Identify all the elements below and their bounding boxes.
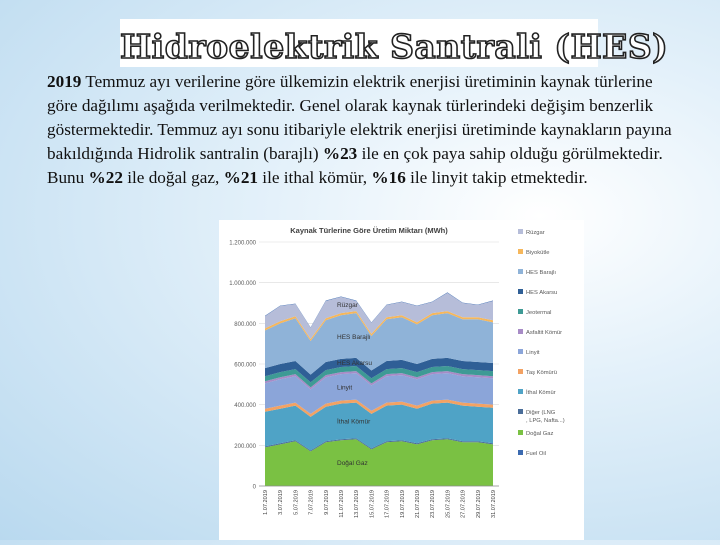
legend-swatch xyxy=(518,229,523,234)
x-tick-label: 15.07.2019 xyxy=(369,490,376,518)
x-tick-label: 25.07.2019 xyxy=(445,490,452,518)
area-label: Linyit xyxy=(337,384,353,392)
area-label: HES Akarsu xyxy=(337,359,373,367)
x-tick-label: 31.07.2019 xyxy=(491,490,497,518)
para-pct-lignite: %16 xyxy=(371,168,406,187)
para-pct-dam: %23 xyxy=(322,144,358,163)
x-tick-label: 7.07.2019 xyxy=(308,490,315,515)
legend-swatch xyxy=(518,389,523,394)
area-label: İthal Kömür xyxy=(337,418,371,426)
legend-label: Diğer (LNG xyxy=(526,410,556,416)
legend-swatch xyxy=(518,249,523,254)
legend-swatch xyxy=(518,369,523,374)
legend-swatch xyxy=(518,430,523,435)
chart-panel xyxy=(219,220,584,540)
x-tick-label: 27.07.2019 xyxy=(460,490,467,518)
x-tick-label: 3.07.2019 xyxy=(278,490,285,515)
legend-label: Rüzgar xyxy=(526,230,545,236)
x-tick-label: 23.07.2019 xyxy=(430,490,437,518)
y-tick-label: 400.000 xyxy=(234,403,256,410)
description-paragraph xyxy=(47,70,687,190)
legend-swatch xyxy=(518,269,523,274)
x-tick-label: 13.07.2019 xyxy=(354,490,361,518)
legend-label: Jeotermal xyxy=(526,310,552,316)
area-label: Rüzgar xyxy=(337,302,358,310)
x-tick-label: 9.07.2019 xyxy=(323,490,330,515)
x-tick-label: 1.07.2019 xyxy=(263,490,269,515)
x-tick-label: 17.07.2019 xyxy=(384,490,391,518)
para-text-4: ile ithal kömür, xyxy=(258,168,372,187)
legend-label: Asfaltit Kömür xyxy=(526,330,563,336)
x-tick-label: 11.07.2019 xyxy=(339,490,345,518)
para-pct-gas: %22 xyxy=(88,168,123,187)
area-label: HES Barajlı xyxy=(337,334,371,342)
stacked-area-chart xyxy=(219,220,584,540)
legend-label: Linyit xyxy=(526,350,540,356)
y-tick-label: 200.000 xyxy=(234,443,256,450)
y-tick-label: 1.000.000 xyxy=(229,281,256,288)
para-text-2: ile en çok paya sahip olduğu görülmektedir. Bunu xyxy=(47,144,663,187)
x-tick-label: 29.07.2019 xyxy=(475,490,482,518)
legend-label: Biyokütle xyxy=(526,250,550,256)
legend-swatch xyxy=(518,409,523,414)
area-label: Doğal Gaz xyxy=(337,460,368,468)
para-year: 2019 xyxy=(47,72,82,91)
legend-label: Taş Kömürü xyxy=(526,370,557,376)
legend-swatch xyxy=(518,450,523,455)
x-tick-label: 5.07.2019 xyxy=(293,490,300,515)
chart-title: Kaynak Türlerine Göre Üretim Miktarı (MWh) xyxy=(290,226,448,235)
para-text-3: ile doğal gaz, xyxy=(122,168,224,187)
y-tick-label: 800.000 xyxy=(234,321,256,328)
area-1 xyxy=(265,439,493,486)
title-box xyxy=(120,19,669,67)
slide-title: Hidroelektrik Santrali (HES) xyxy=(120,27,669,66)
legend-label: Fuel Oil xyxy=(526,451,546,457)
legend-swatch xyxy=(518,349,523,354)
y-tick-label: 1.200.000 xyxy=(229,240,256,247)
legend-swatch xyxy=(518,329,523,334)
legend-label: İthal Kömür xyxy=(526,390,556,396)
para-pct-coal: %21 xyxy=(223,168,258,187)
para-text-5: ile linyit takip etmektedir. xyxy=(405,168,588,187)
x-tick-label: 19.07.2019 xyxy=(399,490,406,518)
y-tick-label: 0 xyxy=(252,484,256,491)
legend-swatch xyxy=(518,289,523,294)
legend-label: , LPG, Nafta...) xyxy=(526,418,565,424)
x-tick-label: 21.07.2019 xyxy=(415,490,421,518)
legend-label: HES Barajlı xyxy=(526,270,556,276)
y-tick-label: 600.000 xyxy=(234,362,256,369)
legend-label: Doğal Gaz xyxy=(526,431,554,437)
legend-label: HES Akarsu xyxy=(526,290,558,296)
legend-swatch xyxy=(518,309,523,314)
para-text-1: Temmuz ayı verilerine göre ülkemizin elektrik enerjisi üretiminin kaynak türlerine göre dağılımı aşağıda verilmektedir. Genel olarak kaynak türlerindeki değişim benzerlik göstermektedir. Temmuz ayı sonu itibariyle elektrik enerjisi üretiminde kaynakların payına bakıldığında Hidrolik santralin (barajlı) xyxy=(47,72,672,163)
